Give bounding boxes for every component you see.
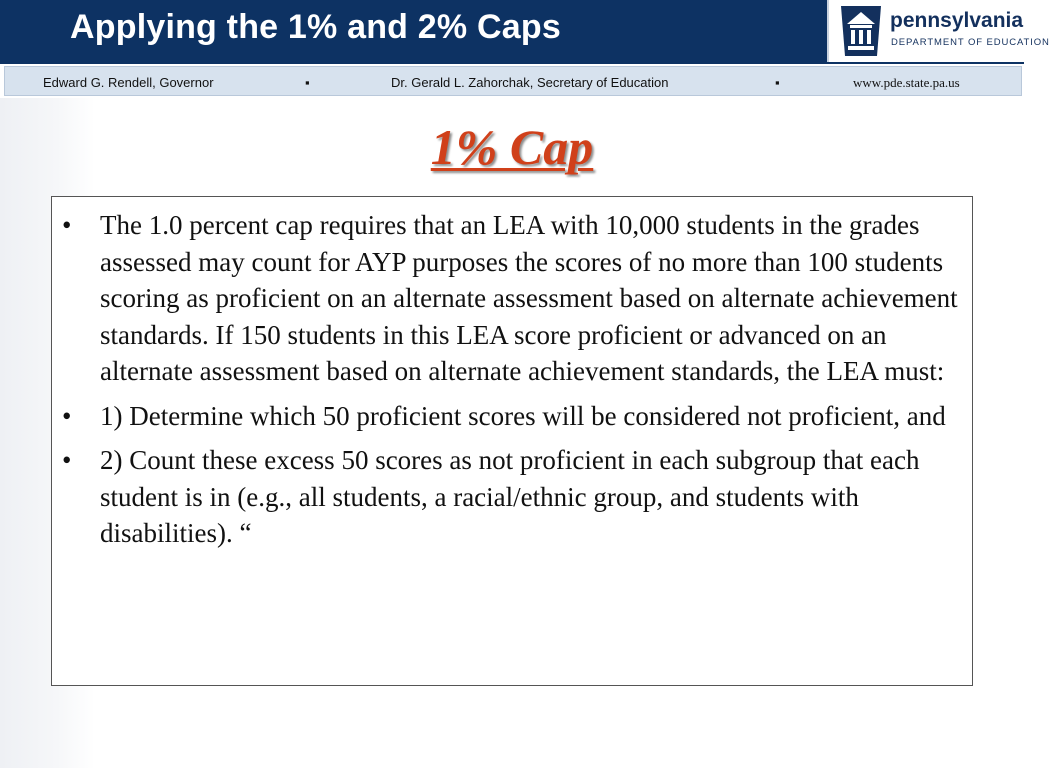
info-bar: [0, 64, 1024, 98]
bullet-item: [60, 442, 965, 552]
slide-title: Applying the 1% and 2% Caps: [70, 8, 561, 46]
bullet-item: [60, 398, 965, 435]
bullet-dot: •: [62, 445, 72, 475]
logo-department: DEPARTMENT OF EDUCATION: [891, 37, 1050, 48]
content-box: [51, 196, 973, 686]
bullet-text: 1) Determine which 50 proficient scores will be considered not proficient, and: [100, 400, 946, 431]
pde-logo: [827, 0, 1050, 62]
website-link[interactable]: www.pde.state.pa.us: [853, 75, 960, 90]
bullet-item: [60, 207, 965, 390]
info-strip: [4, 66, 1022, 96]
keystone-schoolhouse-icon: [837, 4, 885, 58]
separator: ▪: [775, 75, 780, 90]
governor-text: Edward G. Rendell, Governor: [43, 75, 214, 90]
bullet-text: The 1.0 percent cap requires that an LEA with 10,000 students in the grades assessed may count for AYP purposes the scores of no more than 100 students scoring as proficient on an alternate assessment based on alternate achievement standards. If 150 students in this LEA score proficient or advanced on an alternate assessment based on alternate achievement standards, the LEA must:: [100, 210, 958, 386]
section-heading: 1% Cap: [430, 119, 594, 175]
bullet-dot: •: [62, 210, 72, 240]
logo-name: pennsylvania: [890, 9, 1024, 32]
bullet-text: 2) Count these excess 50 scores as not proficient in each subgroup that each student is in (e.g., all students, a racial/ethnic group, and students with disabilities). “: [100, 445, 920, 548]
bullet-dot: •: [62, 400, 72, 431]
title-bar: [0, 0, 1050, 64]
bullet-list: [60, 207, 965, 560]
secretary-text: Dr. Gerald L. Zahorchak, Secretary of Education: [391, 75, 669, 90]
separator: ▪: [305, 75, 310, 90]
